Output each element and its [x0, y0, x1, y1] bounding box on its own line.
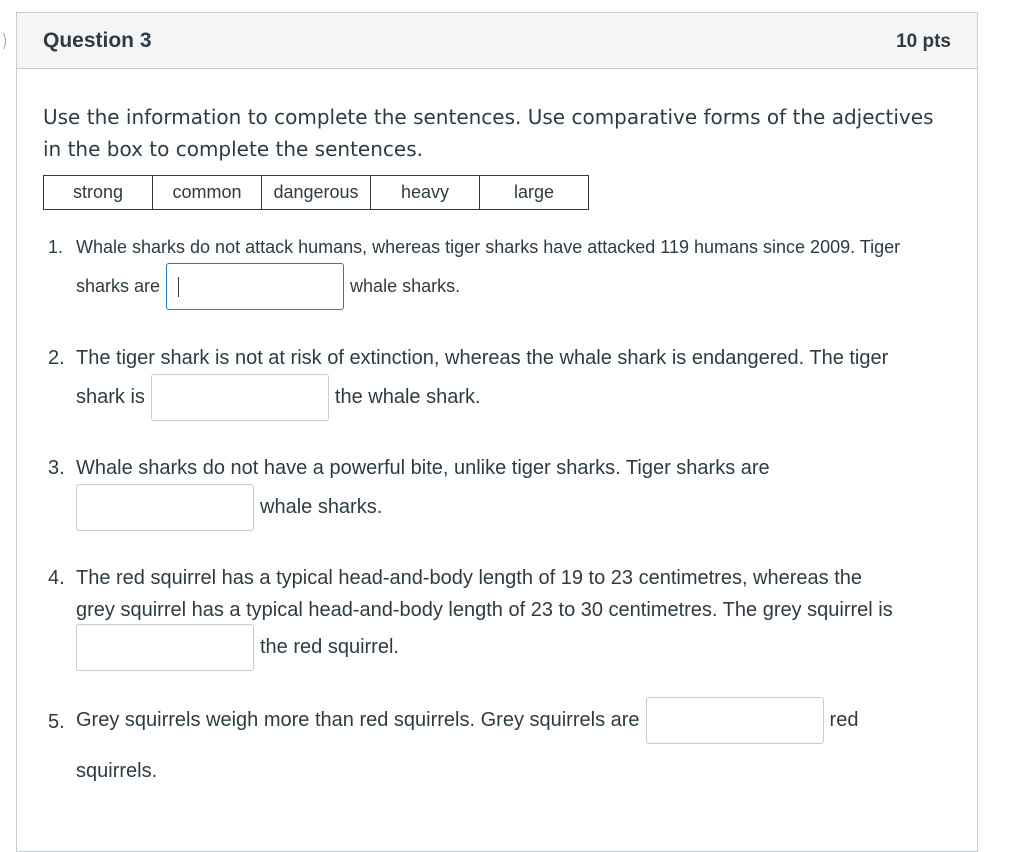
item-text-after: whale sharks. [350, 276, 461, 296]
item-text-before: Grey squirrels weigh more than red squirrels. Grey squirrels are [76, 709, 640, 731]
word-box-item: large [480, 176, 589, 210]
answer-input-1[interactable] [166, 263, 344, 310]
item-number: 4. [48, 567, 65, 589]
item-text-before: shark is [76, 386, 145, 408]
item-text-line [76, 374, 481, 421]
item-text-line [76, 624, 399, 671]
item-text-line [76, 263, 460, 310]
item-text-line [76, 347, 888, 370]
item-sentence: The tiger shark is not at risk of extinction, whereas the whale shark is endangered. The tiger [76, 347, 889, 369]
item-number: 5. [48, 711, 65, 733]
item-number: 3. [48, 457, 65, 479]
item-sentence: Whale sharks do not have a powerful bite, unlike tiger sharks. Tiger sharks are [76, 457, 770, 479]
item-text-line [76, 567, 862, 590]
question-body [43, 101, 953, 782]
question-title: Question 3 [43, 29, 152, 52]
item-text-line [76, 599, 893, 622]
question-points: 10 pts [896, 31, 951, 52]
question-card [16, 12, 978, 852]
item-sentence: squirrels. [76, 760, 158, 782]
word-box-item: common [153, 176, 262, 210]
answer-input-4[interactable] [76, 624, 254, 671]
word-box-item: strong [44, 176, 153, 210]
item-number: 1. [48, 237, 64, 257]
item-number: 2. [48, 347, 65, 369]
item-text-after: the red squirrel. [260, 636, 399, 658]
item-text-line [76, 457, 770, 480]
item-text-line [76, 237, 900, 258]
item-text-line [76, 760, 157, 783]
item-text-line [76, 484, 382, 531]
question-header [17, 13, 977, 69]
word-box-item: heavy [371, 176, 480, 210]
word-box [43, 175, 589, 210]
item-sentence: The red squirrel has a typical head-and-body length of 19 to 23 centimetres, whereas the [76, 567, 863, 589]
item-text-after: red [829, 709, 859, 731]
previous-question-indicator [0, 30, 6, 52]
item-text-line [76, 697, 858, 744]
item-sentence: grey squirrel has a typical head-and-body length of 23 to 30 centimetres. The grey squirrel is [76, 599, 893, 621]
instructions: Use the information to complete the sentences. Use comparative forms of the adjectives in the box to complete the sentences. [43, 105, 934, 161]
answer-input-5[interactable] [646, 697, 824, 744]
item-text-after: whale sharks. [260, 496, 383, 518]
word-box-item: dangerous [262, 176, 371, 210]
item-text-after: the whale shark. [334, 386, 481, 408]
item-text-before: sharks are [76, 276, 161, 296]
answer-input-2[interactable] [151, 374, 329, 421]
answer-input-3[interactable] [76, 484, 254, 531]
item-sentence: Whale sharks do not attack humans, whereas tiger sharks have attacked 119 humans since 2009. Tiger [76, 237, 901, 257]
